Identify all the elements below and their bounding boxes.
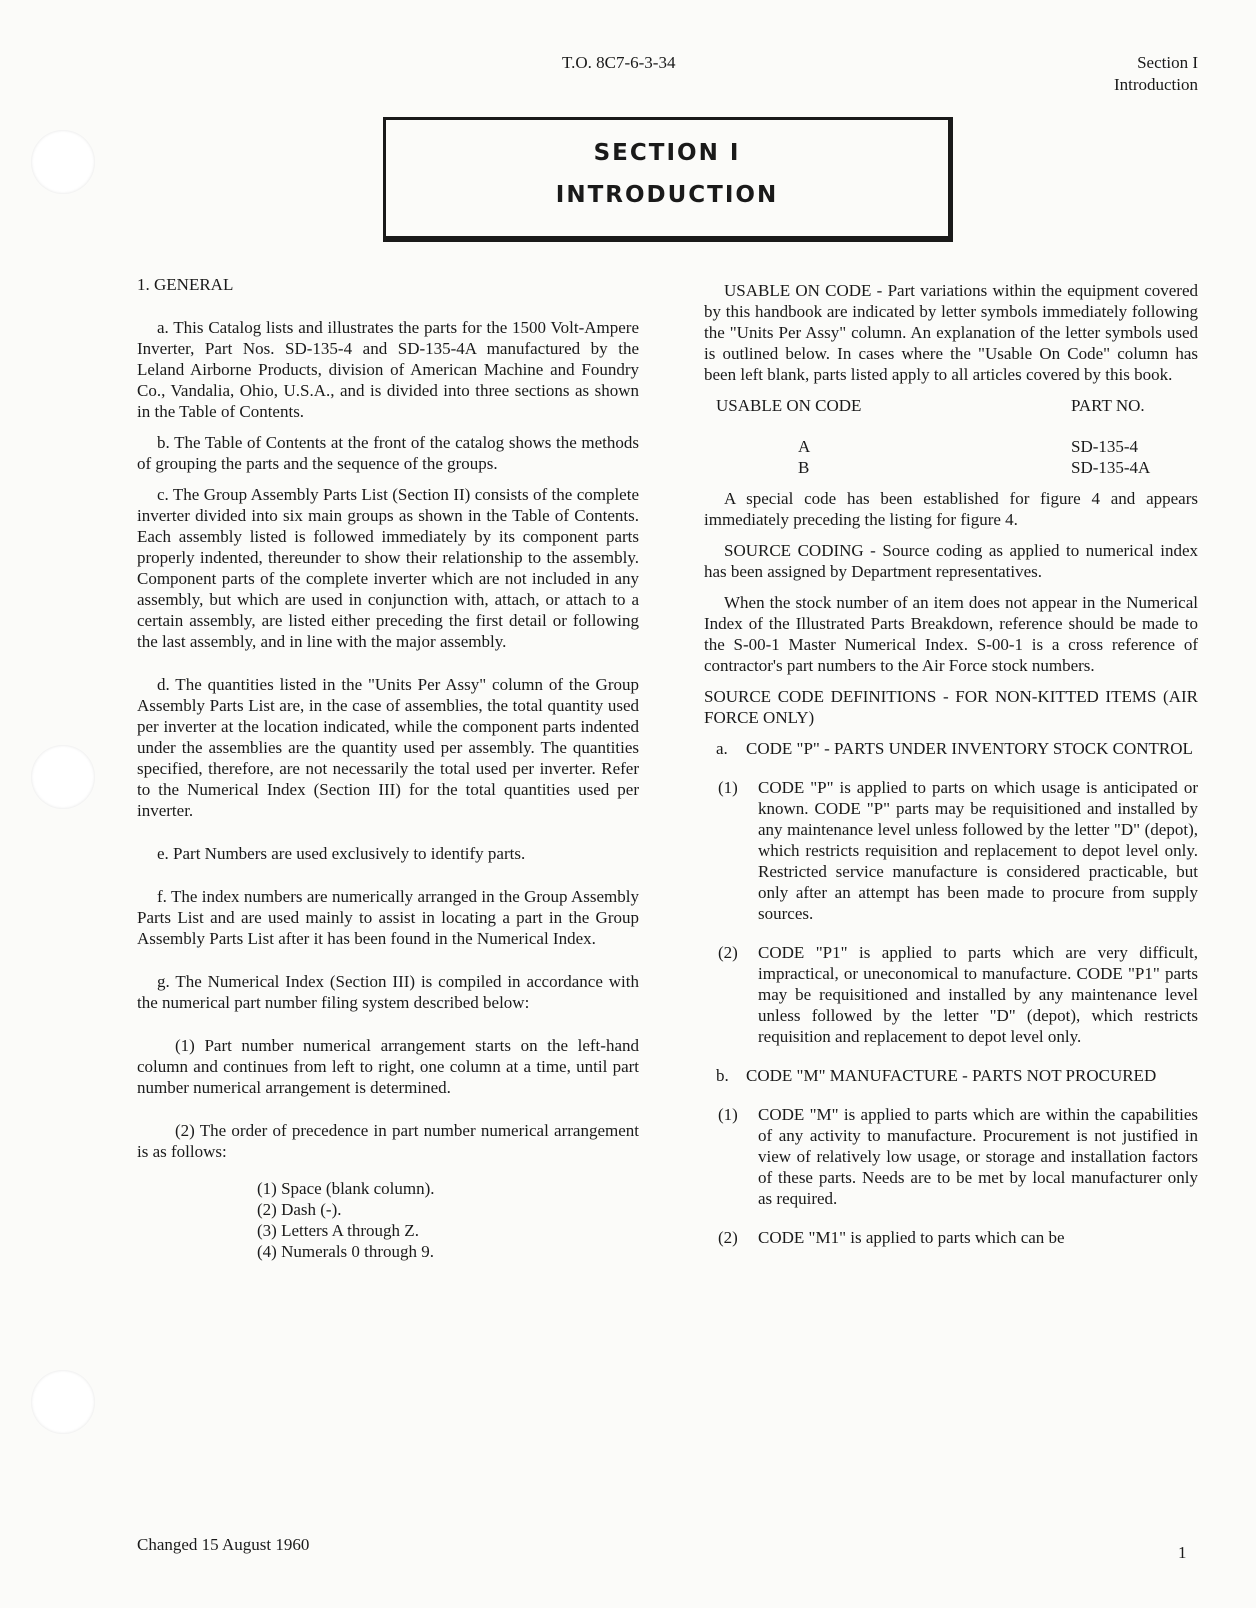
- definition-a2: [704, 942, 1198, 1047]
- table-cell: B: [798, 458, 810, 477]
- definition-b: [704, 1065, 1198, 1086]
- header-section: Section I: [1137, 53, 1198, 72]
- table-header-row: [704, 395, 1198, 436]
- heading-general: 1. GENERAL: [137, 275, 234, 294]
- header-section-name: Introduction: [1113, 75, 1198, 94]
- paragraph-c: c. The Group Assembly Parts List (Section II) consists of the complete inverter divided into six main groups as shown in the Table of Contents. Each assembly listed is followed immediately by its component parts properly indented, thereunder to show their relationship to the assembly. Component parts of the complete inverter which are not included in any assembly, but which are used in conjunction with, attach, or attach to a certain assembly, are listed either preceding the first detail or following the last assembly, and in line with the major assembly.: [137, 485, 639, 651]
- table-row: [704, 457, 1198, 478]
- column-header: USABLE ON CODE: [716, 396, 862, 415]
- item-label: b.: [716, 1066, 729, 1085]
- binder-hole: [31, 1370, 95, 1434]
- definition-b1: [704, 1104, 1198, 1209]
- stock-number-note: When the stock number of an item does not appear in the Numerical Index of the Illustrated Parts Breakdown, reference should be made to the S-00-1 Master Numerical Index. S-00-1 is a cross reference of contractor's part numbers to the Air Force stock numbers.: [704, 593, 1198, 675]
- binder-hole: [31, 130, 95, 194]
- special-code-note: A special code has been established for figure 4 and appears immediately preceding the listing for figure 4.: [704, 489, 1198, 529]
- item-label: (2): [718, 943, 738, 962]
- paragraph-f: f. The index numbers are numerically arranged in the Group Assembly Parts List and are used mainly to assist in locating a part in the Group Assembly Parts List after it has been found in the Numerical Index.: [137, 887, 639, 948]
- definitions-heading: SOURCE CODE DEFINITIONS - FOR NON-KITTED ITEMS (AIR FORCE ONLY): [704, 687, 1198, 727]
- paragraph-g: g. The Numerical Index (Section III) is compiled in accordance with the numerical part number filing system described below:: [137, 972, 639, 1012]
- section-subtitle: INTRODUCTION: [555, 182, 779, 208]
- paragraph-b: b. The Table of Contents at the front of the catalog shows the methods of grouping the parts and the sequence of the groups.: [137, 433, 639, 473]
- binder-hole: [31, 745, 95, 809]
- right-column: [704, 280, 1198, 1258]
- table-row: [704, 436, 1198, 457]
- list-item: (2) Dash (-).: [257, 1200, 342, 1219]
- definition-b2: [704, 1227, 1198, 1248]
- list-item: (4) Numerals 0 through 9.: [257, 1242, 435, 1261]
- source-coding: SOURCE CODING - Source coding as applied to numerical index has been assigned by Department representatives.: [704, 541, 1198, 581]
- precedence-list: [257, 1178, 639, 1262]
- paragraph-d: d. The quantities listed in the "Units Per Assy" column of the Group Assembly Parts List are, in the case of assemblies, the total quantity used per inverter at the location indicated, while the component parts indented under the assemblies are the quantity used per assembly. The quantities specified, therefore, are not necessarily the total used per inverter. Refer to the Numerical Index (Section III) for the total quantities used per inverter.: [137, 675, 639, 820]
- item-text: CODE "P" - PARTS UNDER INVENTORY STOCK CONTROL: [746, 739, 1193, 758]
- item-label: (1): [718, 1105, 738, 1124]
- list-item: (3) Letters A through Z.: [257, 1221, 419, 1240]
- change-date: Changed 15 August 1960: [137, 1535, 310, 1554]
- definition-a1: [704, 777, 1198, 924]
- definition-a: [704, 738, 1198, 759]
- item-label: (1): [718, 778, 738, 797]
- section-label: [1114, 52, 1198, 96]
- doc-number: T.O. 8C7-6-3-34: [562, 53, 676, 72]
- item-text: CODE "P" is applied to parts on which usage is anticipated or known. CODE "P" parts may be requisitioned and installed by any maintenance level unless followed by the letter "D" (depot), which restricts requisition and replacement to depot level only. Restricted service manufacture is considered practicable, but only after an attempt has been made to procure from supply sources.: [758, 778, 1198, 923]
- column-header: PART NO.: [1071, 396, 1145, 415]
- paragraph-g1: (1) Part number numerical arrangement starts on the left-hand column and continues from left to right, one column at a time, until part number numerical arrangement is determined.: [137, 1036, 639, 1097]
- item-label: a.: [716, 739, 728, 758]
- section-title-box: [383, 117, 953, 242]
- table-cell: SD-135-4: [1071, 437, 1139, 456]
- paragraph-a: a. This Catalog lists and illustrates the parts for the 1500 Volt-Ampere Inverter, Part Nos. SD-135-4 and SD-135-4A manufactured by the Leland Airborne Products, division of American Machine and Foundry Co., Vandalia, Ohio, U.S.A., and is divided into three sections as shown in the Table of Contents.: [137, 318, 639, 421]
- usable-on-code-intro: USABLE ON CODE - Part variations within the equipment covered by this handbook are indicated by letter symbols immediately following the "Units Per Assy" column. An explanation of the letter symbols used is outlined below. In cases where the "Usable On Code" column has been left blank, parts listed apply to all articles covered by this book.: [704, 281, 1198, 384]
- table-cell: A: [798, 437, 811, 456]
- table-cell: SD-135-4A: [1071, 458, 1151, 477]
- item-text: CODE "P1" is applied to parts which are very difficult, impractical, or uneconomical to manufacture. CODE "P1" parts may be requisitioned and installed by any maintenance level unless followed by the letter "D" (depot), which restricts requisition and replacement to depot level only.: [758, 943, 1198, 1046]
- paragraph-e: e. Part Numbers are used exclusively to identify parts.: [157, 844, 526, 863]
- left-column: [137, 274, 639, 1262]
- usable-on-code-table: [704, 395, 1198, 478]
- page-number: 1: [1178, 1543, 1187, 1562]
- item-text: CODE "M1" is applied to parts which can be: [758, 1228, 1065, 1247]
- paragraph-g2: (2) The order of precedence in part number numerical arrangement is as follows:: [137, 1121, 639, 1161]
- item-label: (2): [718, 1228, 738, 1247]
- item-text: CODE "M" is applied to parts which are within the capabilities of any activity to manufacture. Procurement is not justified in view of relatively low usage, or storage and installation factors of these parts. Needs are to be met by local manufacturer only as required.: [758, 1105, 1198, 1208]
- section-title: SECTION I: [593, 140, 741, 166]
- list-item: (1) Space (blank column).: [257, 1179, 435, 1198]
- item-text: CODE "M" MANUFACTURE - PARTS NOT PROCURED: [746, 1066, 1157, 1085]
